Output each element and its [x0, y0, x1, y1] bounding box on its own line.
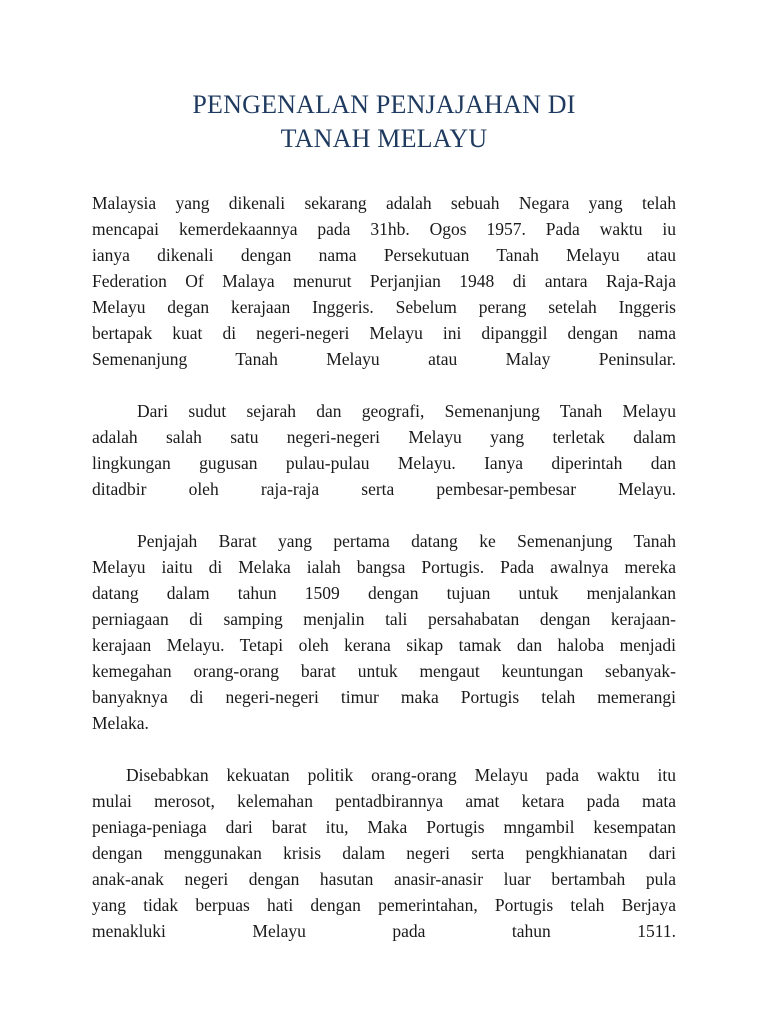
paragraph-line: bertapak kuat di negeri-negeri Melayu ini dipanggil dengan nama: [92, 323, 676, 343]
paragraph-line: ianya dikenali dengan nama Persekutuan Tanah Melayu atau: [92, 245, 676, 265]
paragraph-line: Melayu degan kerajaan Inggeris. Sebelum perang setelah Inggeris: [92, 297, 676, 317]
paragraph-line: lingkungan gugusan pulau-pulau Melayu. Ianya diperintah dan: [92, 453, 676, 473]
paragraph-line: Malaysia yang dikenali sekarang adalah sebuah Negara yang telah: [92, 193, 676, 213]
paragraph-line: menakluki Melayu pada tahun 1511.: [92, 921, 676, 941]
paragraph-line: kemegahan orang-orang barat untuk mengaut keuntungan sebanyak-: [92, 661, 676, 681]
title-line-2: TANAH MELAYU: [280, 124, 488, 153]
title-line-1: PENGENALAN PENJAJAHAN DI: [192, 90, 576, 119]
paragraph-1: [92, 190, 676, 372]
paragraph-line: Disebabkan kekuatan politik orang-orang Melayu pada waktu itu: [126, 765, 676, 785]
paragraph-line: Dari sudut sejarah dan geografi, Semenanjung Tanah Melayu: [137, 401, 676, 421]
paragraph-line: dengan menggunakan krisis dalam negeri serta pengkhianatan dari: [92, 843, 676, 863]
paragraph-line: kerajaan Melayu. Tetapi oleh kerana sikap tamak dan haloba menjadi: [92, 635, 676, 655]
paragraph-line: anak-anak negeri dengan hasutan anasir-anasir luar bertambah pula: [92, 869, 676, 889]
paragraph-line: Melayu iaitu di Melaka ialah bangsa Portugis. Pada awalnya mereka: [92, 557, 676, 577]
paragraph-line: Federation Of Malaya menurut Perjanjian 1948 di antara Raja-Raja: [92, 271, 676, 291]
paragraph-line: banyaknya di negeri-negeri timur maka Portugis telah memerangi: [92, 687, 676, 707]
document-body: [92, 190, 676, 970]
paragraph-line: mulai merosot, kelemahan pentadbirannya amat ketara pada mata: [92, 791, 676, 811]
paragraph-line: perniagaan di samping menjalin tali persahabatan dengan kerajaan-: [92, 609, 676, 629]
paragraph-line: peniaga-peniaga dari barat itu, Maka Portugis mngambil kesempatan: [92, 817, 676, 837]
page-title: [0, 88, 768, 156]
paragraph-line: Penjajah Barat yang pertama datang ke Semenanjung Tanah: [137, 531, 676, 551]
paragraph-2: [92, 398, 676, 502]
paragraph-line: adalah salah satu negeri-negeri Melayu yang terletak dalam: [92, 427, 676, 447]
paragraph-line: Semenanjung Tanah Melayu atau Malay Peninsular.: [92, 349, 676, 369]
paragraph-4: [92, 762, 676, 944]
paragraph-line: mencapai kemerdekaannya pada 31hb. Ogos 1957. Pada waktu iu: [92, 219, 676, 239]
paragraph-3: [92, 528, 676, 736]
paragraph-line: yang tidak berpuas hati dengan pemerintahan, Portugis telah Berjaya: [92, 895, 676, 915]
paragraph-line: ditadbir oleh raja-raja serta pembesar-pembesar Melayu.: [92, 479, 676, 499]
paragraph-line: Melaka.: [92, 713, 149, 733]
paragraph-line: datang dalam tahun 1509 dengan tujuan untuk menjalankan: [92, 583, 676, 603]
